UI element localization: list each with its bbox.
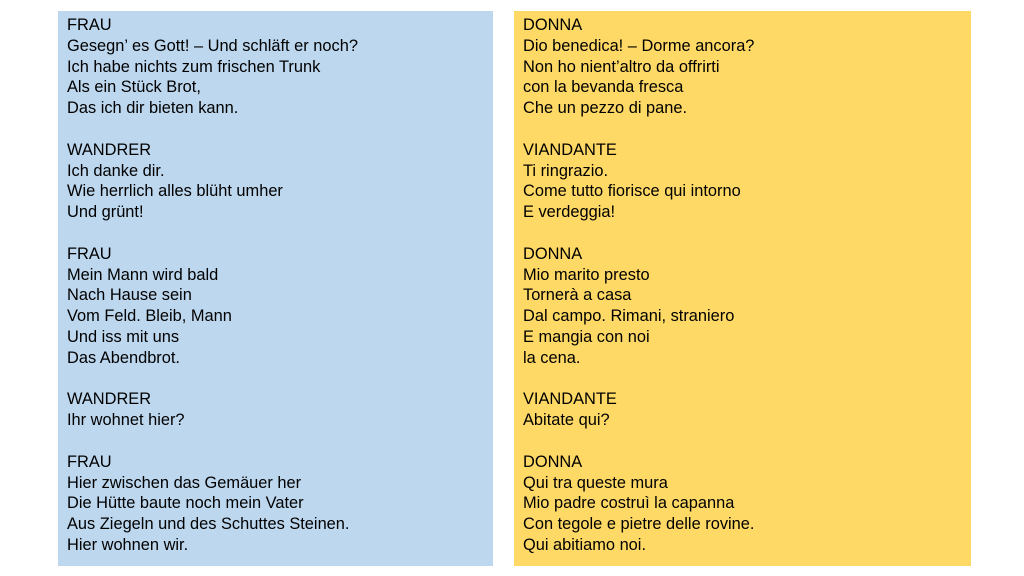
dialogue-line: Das ich dir bieten kann. (67, 99, 239, 118)
dialogue-block (67, 15, 484, 119)
dialogue-line: Wie herrlich alles blüht umher (67, 182, 283, 201)
dialogue-line: Dal campo. Rimani, straniero (523, 307, 735, 326)
dialogue-line: Che un pezzo di pane. (523, 99, 688, 118)
speaker-name: WANDRER (67, 390, 152, 409)
speaker-name: DONNA (523, 452, 583, 471)
speaker-name: FRAU (67, 452, 112, 471)
dialogue-block (523, 15, 962, 119)
dialogue-line: Hier wohnen wir. (67, 535, 189, 554)
speaker-name: DONNA (523, 16, 583, 34)
dialogue-line: Dio benedica! – Dorme ancora? (523, 36, 755, 55)
dialogue-line: Ich habe nichts zum frischen Trunk (67, 57, 321, 76)
dialogue-line: Nach Hause sein (67, 286, 192, 305)
dialogue-block (523, 452, 962, 556)
speaker-name: VIANDANTE (523, 140, 617, 159)
dialogue-line: E mangia con noi (523, 327, 650, 346)
dialogue-line: Qui tra queste mura (523, 473, 668, 492)
german-text-panel (58, 11, 493, 566)
dialogue-block (523, 244, 962, 369)
dialogue-block (523, 389, 962, 431)
dialogue-line: Als ein Stück Brot, (67, 78, 201, 97)
dialogue-line: Und grünt! (67, 203, 144, 222)
dialogue-line: Mio marito presto (523, 265, 650, 284)
dialogue-line: Abitate qui? (523, 411, 610, 430)
dialogue-line: Aus Ziegeln und des Schuttes Steinen. (67, 515, 350, 534)
dialogue-line: Und iss mit uns (67, 327, 180, 346)
dialogue-line: Die Hütte baute noch mein Vater (67, 494, 304, 513)
dialogue-line: Mein Mann wird bald (67, 265, 219, 284)
dialogue-line: con la bevanda fresca (523, 78, 684, 97)
dialogue-block (67, 452, 484, 556)
dialogue-line: Das Abendbrot. (67, 348, 180, 367)
dialogue-block (523, 140, 962, 223)
italian-text-panel (514, 11, 971, 566)
dialogue-block (67, 389, 484, 431)
dialogue-line: Con tegole e pietre delle rovine. (523, 515, 755, 534)
dialogue-block (67, 244, 484, 369)
dialogue-line: Qui abitiamo noi. (523, 535, 646, 554)
dialogue-line: Ich danke dir. (67, 161, 165, 180)
dialogue-line: E verdeggia! (523, 203, 616, 222)
dialogue-line: Non ho nient’altro da offrirti (523, 57, 720, 76)
dialogue-line: Mio padre costruì la capanna (523, 494, 735, 513)
dialogue-line: Ihr wohnet hier? (67, 411, 185, 430)
dialogue-line: Vom Feld. Bleib, Mann (67, 307, 232, 326)
speaker-name: FRAU (67, 244, 112, 263)
dialogue-line: la cena. (523, 348, 581, 367)
speaker-name: VIANDANTE (523, 390, 617, 409)
dialogue-line: Gesegn’ es Gott! – Und schläft er noch? (67, 36, 358, 55)
dialogue-block (67, 140, 484, 223)
speaker-name: DONNA (523, 244, 583, 263)
speaker-name: WANDRER (67, 140, 152, 159)
dialogue-line: Tornerà a casa (523, 286, 632, 305)
speaker-name: FRAU (67, 16, 112, 34)
dialogue-line: Come tutto fiorisce qui intorno (523, 182, 741, 201)
dialogue-line: Hier zwischen das Gemäuer her (67, 473, 302, 492)
dialogue-line: Ti ringrazio. (523, 161, 609, 180)
